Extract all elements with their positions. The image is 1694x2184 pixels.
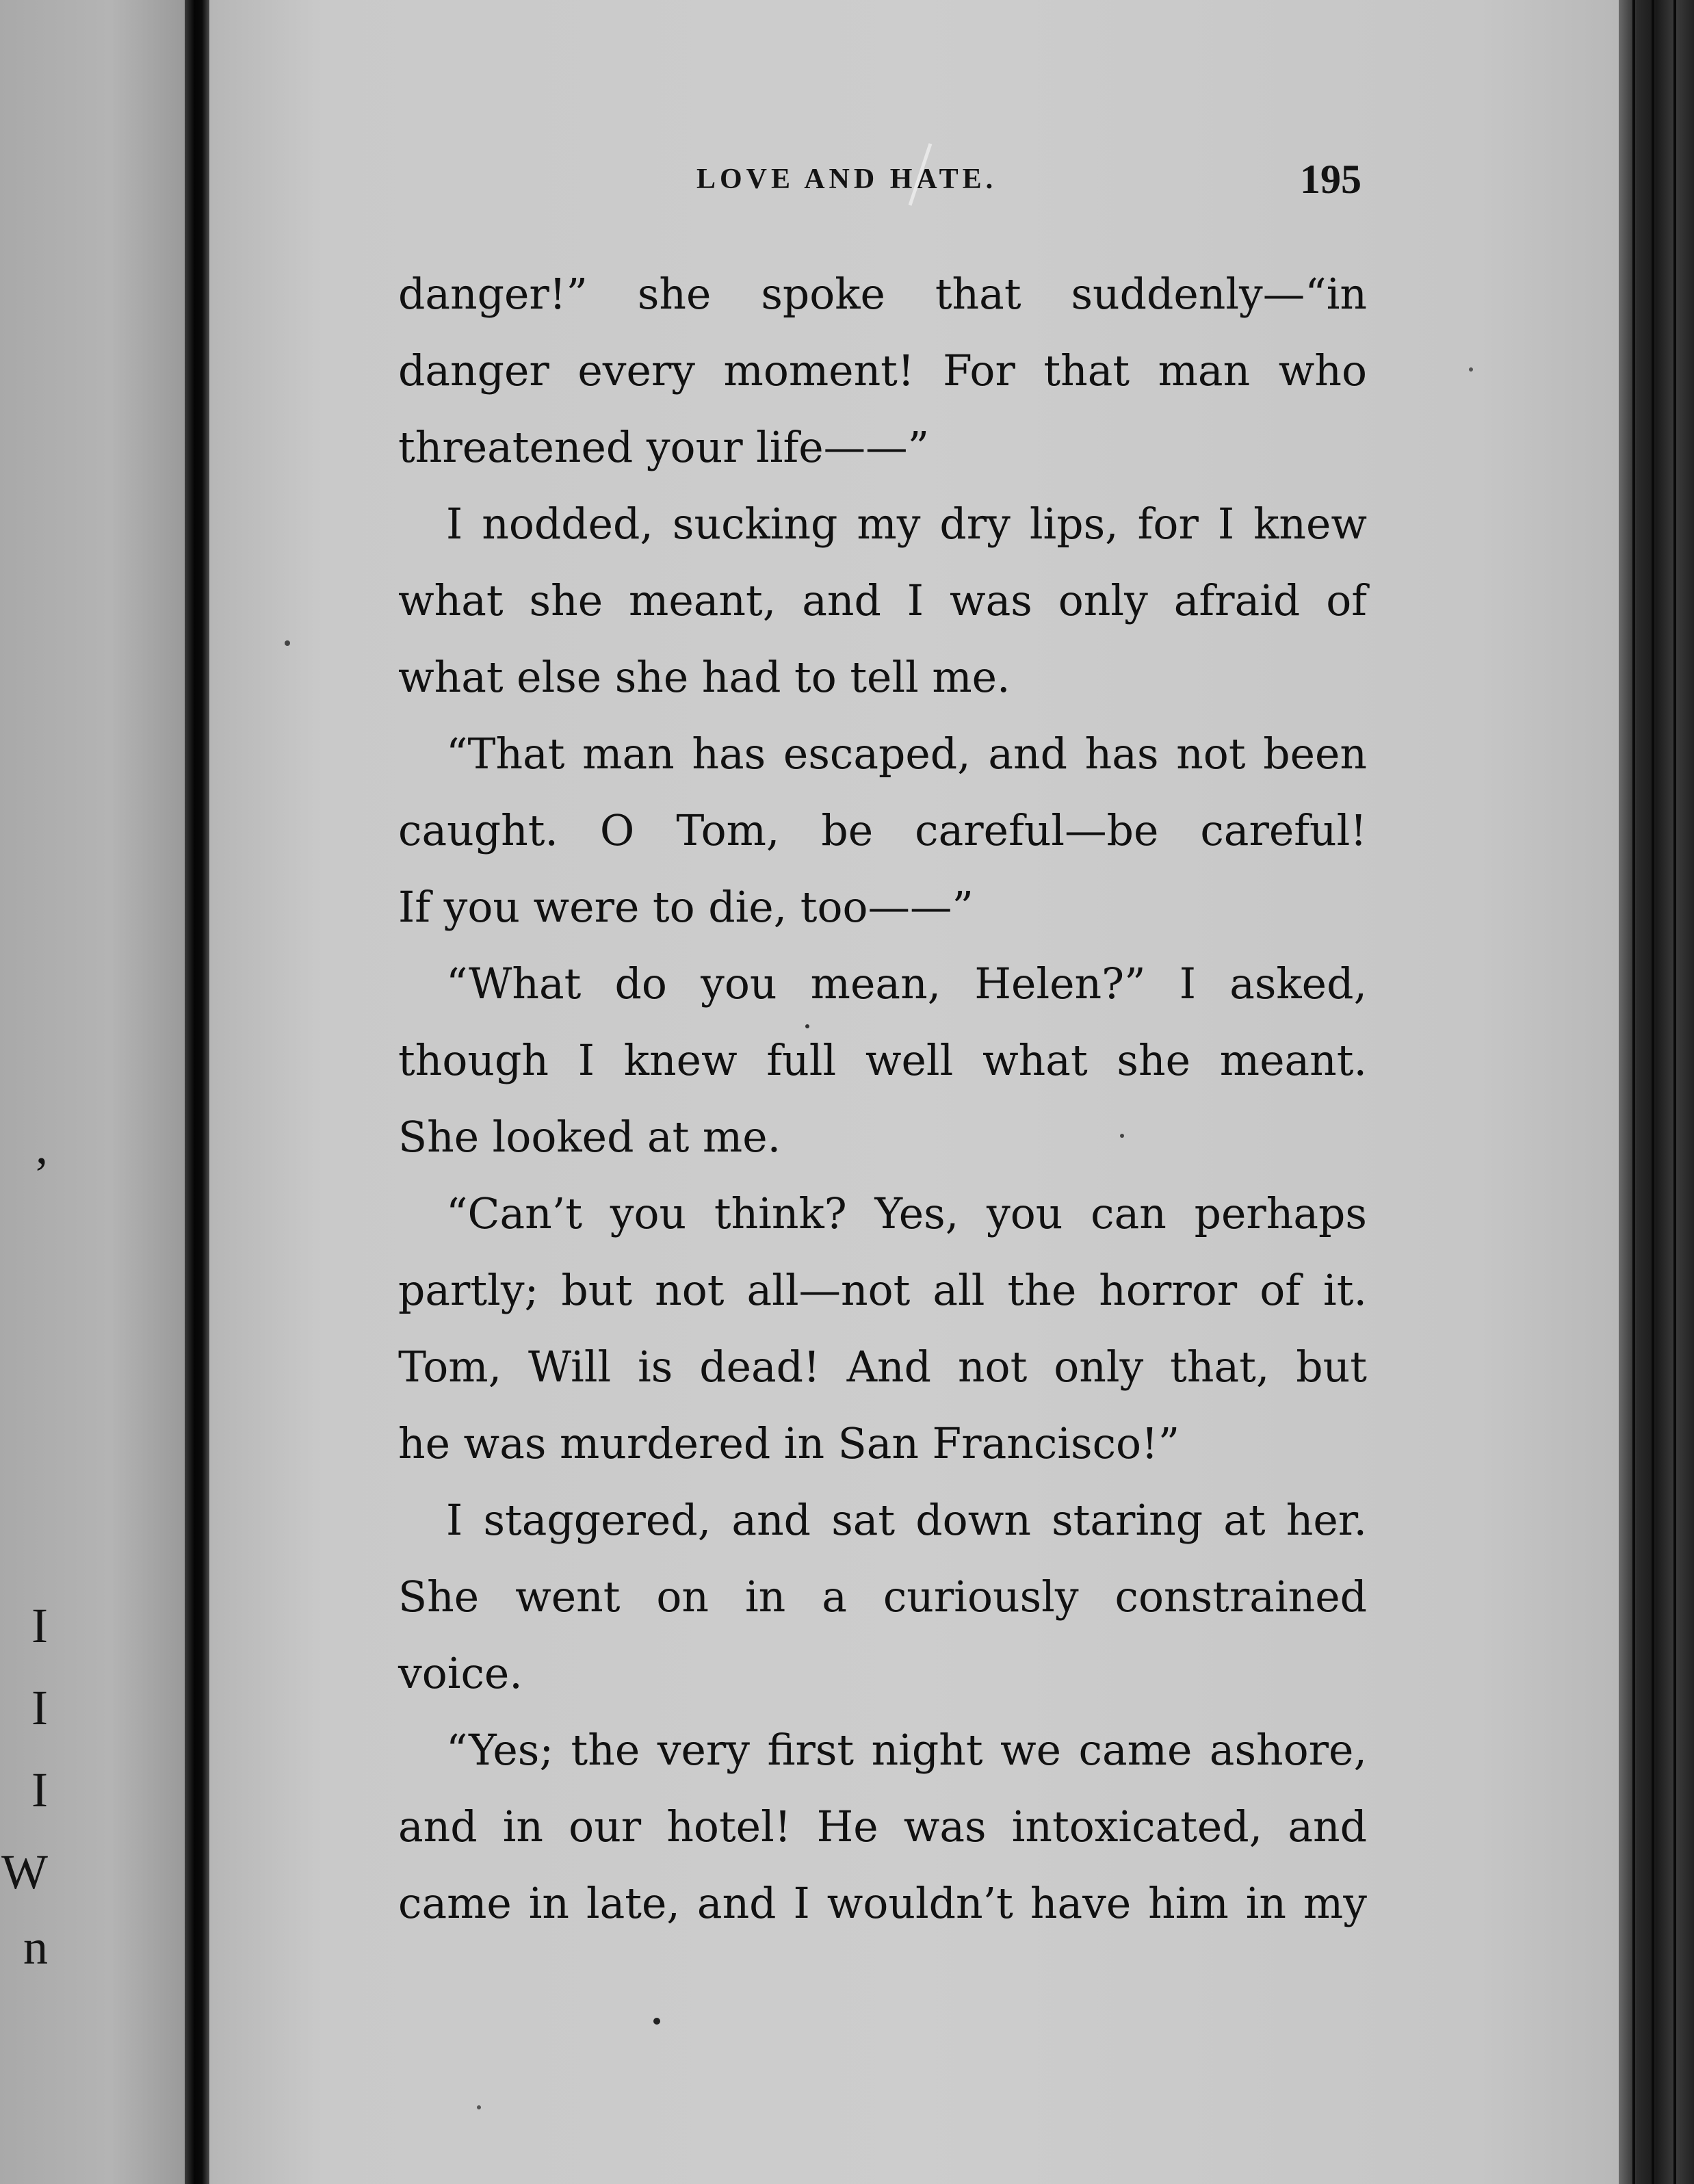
previous-page-glyph: ,: [36, 1119, 48, 1174]
text-line: voice.: [398, 1649, 523, 1698]
body-text: [398, 256, 1367, 1942]
text-line: though I knew full well what she meant.: [398, 1036, 1367, 1085]
text-line: “Can’t you think? Yes, you can perhaps: [446, 1189, 1367, 1238]
previous-page-glyph: I: [31, 1763, 48, 1817]
text-line: Tom, Will is dead! And not only that, but: [398, 1342, 1367, 1392]
text-line: danger every moment! For that man who: [398, 346, 1367, 395]
text-line: came in late, and I wouldn’t have him in my: [398, 1879, 1367, 1928]
text-line: and in our hotel! He was intoxicated, and: [398, 1802, 1367, 1851]
book-cover-edge: [1619, 0, 1694, 2184]
text-line: what she meant, and I was only afraid of: [398, 576, 1367, 625]
text-line: She went on in a curiously constrained: [398, 1572, 1367, 1622]
page-number: 195: [1300, 157, 1361, 202]
previous-page-glyph: n: [23, 1920, 48, 1975]
text-line: danger!” she spoke that suddenly—“in: [398, 270, 1367, 319]
text-line: threatened your life——”: [398, 423, 930, 472]
text-line: partly; but not all—not all the horror of it.: [398, 1266, 1367, 1315]
running-head: LOVE AND HATE.: [696, 164, 998, 195]
text-line: he was murdered in San Francisco!”: [398, 1419, 1180, 1468]
text-line: “That man has escaped, and has not been: [446, 729, 1367, 779]
book-gutter: [185, 0, 209, 2184]
previous-page-glyph: I: [31, 1680, 48, 1735]
text-line: “What do you mean, Helen?” I asked,: [446, 959, 1367, 1009]
text-line: I nodded, sucking my dry lips, for I knew: [446, 499, 1367, 549]
text-line: She looked at me.: [398, 1113, 781, 1162]
previous-page-glyph: W: [1, 1845, 48, 1899]
text-line: caught. O Tom, be careful—be careful!: [398, 806, 1367, 855]
previous-page-edge: [0, 0, 185, 2184]
text-line: what else she had to tell me.: [398, 653, 1011, 702]
text-line: “Yes; the very first night we came ashore,: [446, 1726, 1367, 1775]
previous-page-glyph: I: [31, 1598, 48, 1653]
text-line: If you were to die, too——”: [398, 883, 974, 932]
text-line: I staggered, and sat down staring at her.: [446, 1496, 1367, 1545]
